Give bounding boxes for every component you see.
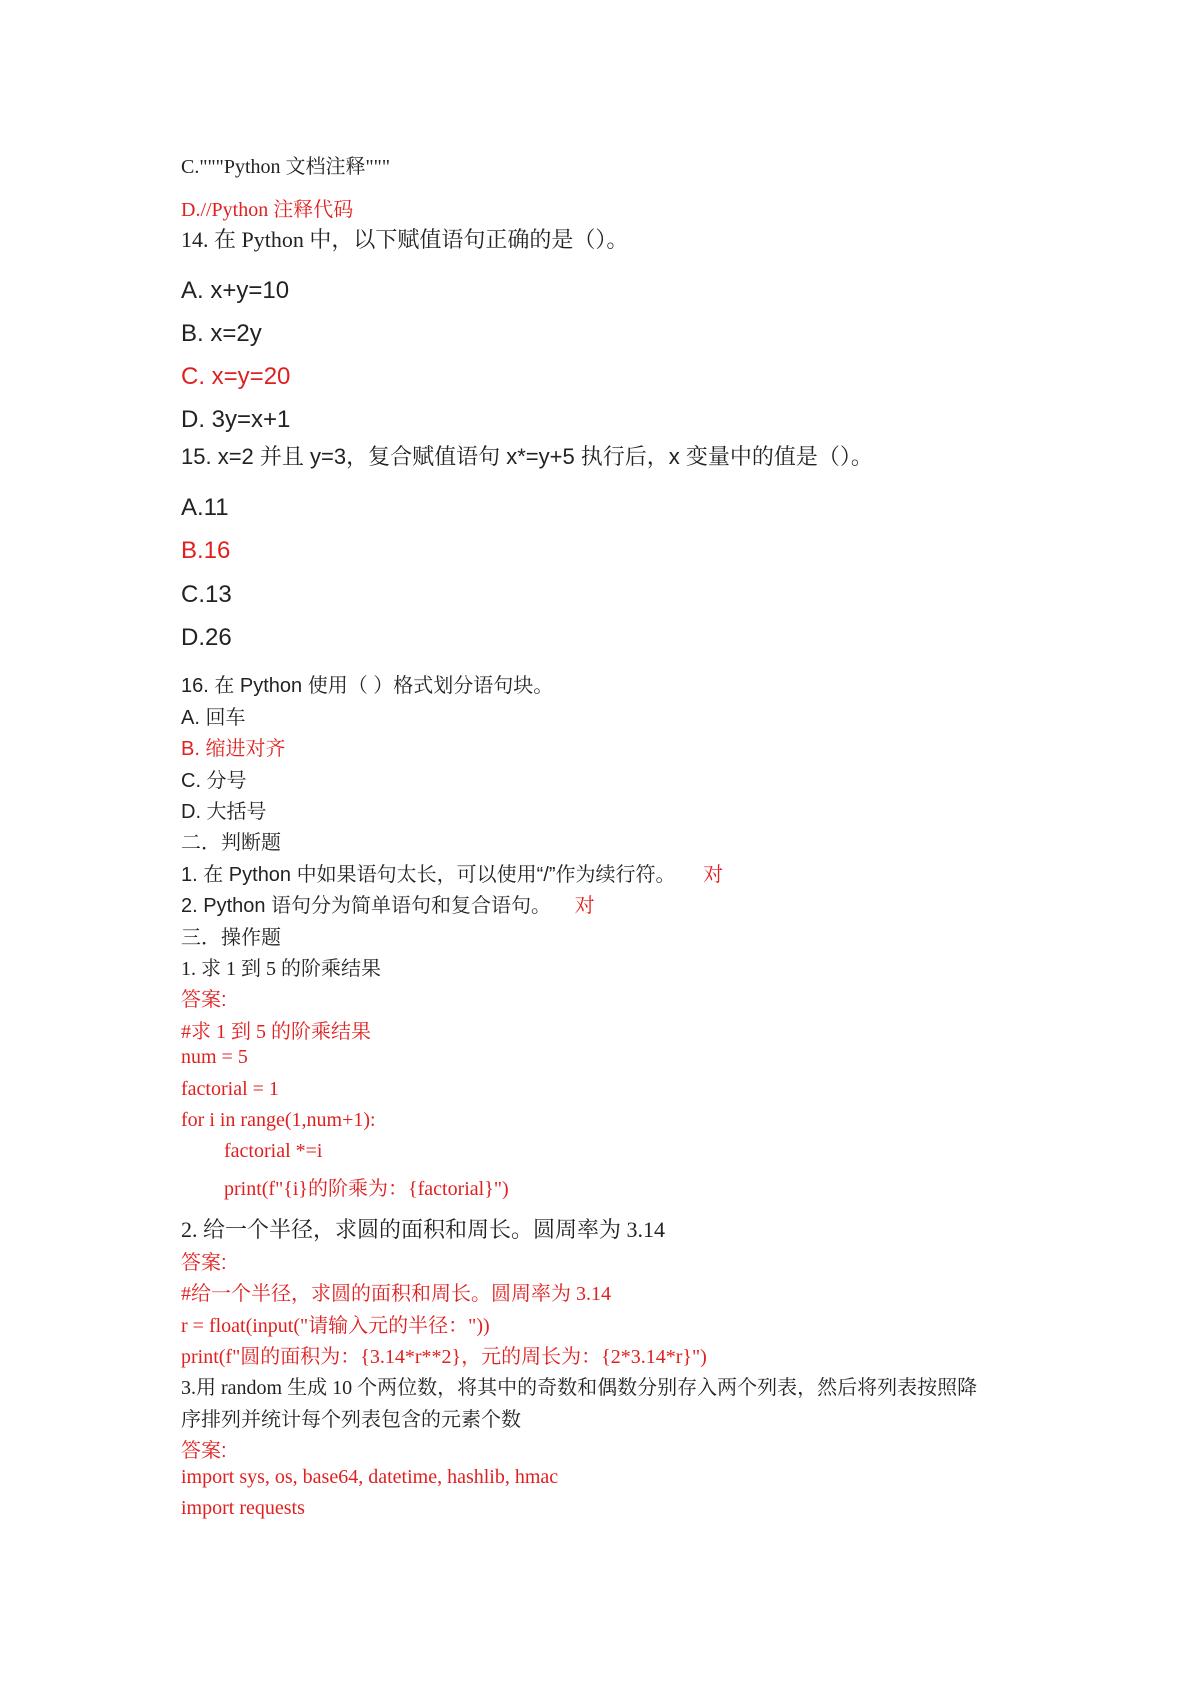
section2-item-1-answer: 对 (703, 864, 724, 886)
q14-option-a: A. x+y=10 (181, 277, 290, 304)
q16-option-b: B. 缩进对齐 (181, 738, 286, 760)
task1-code-line: print(f"{i}的阶乘为：{factorial}") (224, 1178, 509, 1200)
task2-code-line: #给一个半径，求圆的面积和周长。圆周率为 3.14 (181, 1283, 611, 1305)
task1-answer-label: 答案: (181, 989, 227, 1011)
task2-question: 2. 给一个半径，求圆的面积和周长。圆周率为 3.14 (181, 1217, 666, 1242)
q13-option-d: D.//Python 注释代码 (181, 199, 354, 221)
q14-option-b: B. x=2y (181, 320, 262, 347)
section2-item-2-answer: 对 (574, 895, 595, 917)
q15-option-b: B.16 (181, 537, 231, 564)
task2-code-line: print(f"圆的面积为：{3.14*r**2}，元的周长为：{2*3.14*r}") (181, 1346, 707, 1368)
task1-question: 1. 求 1 到 5 的阶乘结果 (181, 958, 381, 980)
section2-item-1-text: 1. 在 Python 中如果语句太长，可以使用“/”作为续行符。 (181, 864, 676, 886)
q16-option-d: D. 大括号 (181, 801, 267, 823)
task1-code-line: #求 1 到 5 的阶乘结果 (181, 1021, 371, 1043)
q14-question: 14. 在 Python 中，以下赋值语句正确的是（）。 (181, 227, 629, 252)
task1-code-line: num = 5 (181, 1046, 248, 1068)
task1-code-line: for i in range(1,num+1): (181, 1109, 376, 1131)
q15-option-d: D.26 (181, 624, 232, 651)
q14-option-c: C. x=y=20 (181, 363, 291, 390)
q15-option-c: C.13 (181, 581, 232, 608)
task3-code-line: import sys, os, base64, datetime, hashlib, hmac (181, 1466, 559, 1488)
task2-code-line: r = float(input("请输入元的半径：")) (181, 1315, 490, 1337)
q16-option-c: C. 分号 (181, 770, 247, 792)
task2-answer-label: 答案: (181, 1252, 227, 1274)
section2-item-1 (181, 858, 723, 887)
task3-code-line: import requests (181, 1497, 305, 1519)
task3-answer-label: 答案: (181, 1440, 227, 1462)
q16-option-a: A. 回车 (181, 707, 246, 729)
task3-question-line-2: 序排列并统计每个列表包含的元素个数 (181, 1409, 521, 1431)
section2-title: 二．判断题 (181, 832, 281, 854)
q14-option-d: D. 3y=x+1 (181, 406, 291, 433)
q15-question: 15. x=2 并且 y=3，复合赋值语句 x*=y+5 执行后，x 变量中的值是（）。 (181, 444, 873, 469)
task3-question-line-1: 3.用 random 生成 10 个两位数，将其中的奇数和偶数分别存入两个列表，然后将列表按照降 (181, 1377, 978, 1399)
q15-option-a: A.11 (181, 494, 229, 521)
task1-code-line: factorial *=i (224, 1140, 323, 1162)
q16-question: 16. 在 Python 使用（ ）格式划分语句块。 (181, 675, 554, 697)
q13-option-c: C."""Python 文档注释""" (181, 156, 391, 178)
section2-item-2-text: 2. Python 语句分为简单语句和复合语句。 (181, 895, 552, 917)
section3-title: 三．操作题 (181, 927, 281, 949)
task1-code-line: factorial = 1 (181, 1078, 279, 1100)
section2-item-2 (181, 889, 595, 918)
